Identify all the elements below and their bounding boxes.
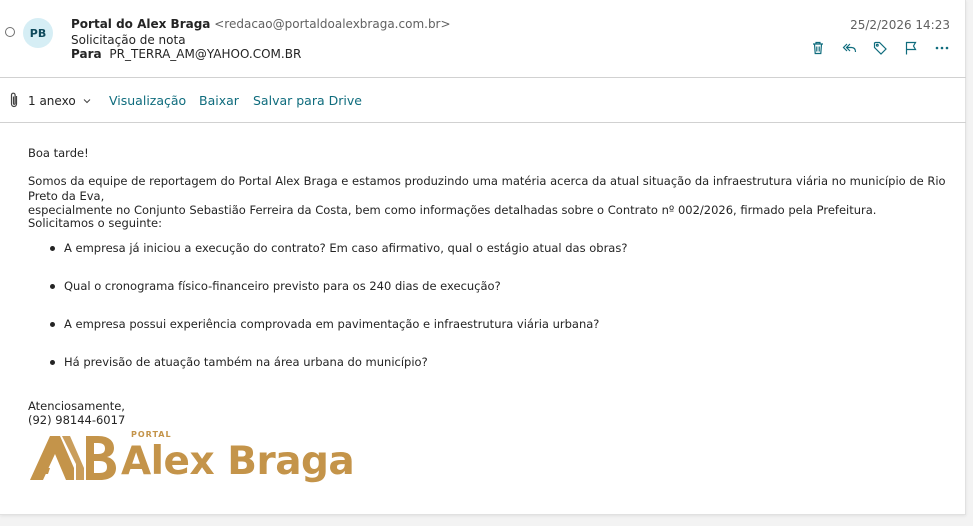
bullet-icon <box>50 246 55 251</box>
download-link[interactable]: Baixar <box>199 93 239 108</box>
phone-number: (92) 98144-6017 <box>28 413 126 427</box>
attachment-count-dropdown[interactable] <box>28 94 92 108</box>
signoff-text: Atenciosamente, <box>28 399 125 413</box>
preview-link[interactable]: Visualização <box>109 93 187 108</box>
question-text: Há previsão de atuação também na área urbana do município? <box>64 355 428 369</box>
sender-line <box>71 17 451 31</box>
reply-all-button[interactable] <box>840 39 858 57</box>
sender-name[interactable]: Portal do Alex Braga <box>71 17 211 31</box>
intro-line-2: especialmente no Conjunto Sebastião Ferreira da Costa, bem como informações detalhadas sobre o Contrato nº 002/2026, firmado pela Prefeitura. <box>28 203 877 217</box>
tag-icon <box>872 40 888 56</box>
bullet-icon <box>50 322 55 327</box>
greeting: Boa tarde! <box>28 146 89 160</box>
question-text: A empresa já iniciou a execução do contrato? Em caso afirmativo, qual o estágio atual das obras? <box>64 241 628 255</box>
flag-button[interactable] <box>902 39 920 57</box>
logo-portal-text: PORTAL <box>131 430 172 439</box>
intro-line-1: Somos da equipe de reportagem do Portal Alex Braga e estamos produzindo uma matéria acerca da atual situação da infraestrutura viária no município de Rio Preto da Eva, <box>28 174 946 203</box>
signature-block <box>28 399 125 427</box>
recipient-line <box>71 47 301 61</box>
email-subject: Solicitação de nota <box>71 33 186 47</box>
to-label: Para <box>71 47 102 61</box>
question-text: Qual o cronograma físico-financeiro previsto para os 240 dias de execução? <box>64 279 501 293</box>
paperclip-icon <box>8 91 20 109</box>
request-intro: Solicitamos o seguinte: <box>28 216 162 230</box>
chevron-down-icon <box>82 96 92 106</box>
message-actions <box>809 39 951 57</box>
reply-all-icon <box>841 40 857 56</box>
email-date: 25/2/2026 14:23 <box>850 18 950 32</box>
intro-paragraph <box>28 174 953 218</box>
more-icon <box>934 40 950 56</box>
save-to-drive-link[interactable]: Salvar para Drive <box>253 93 362 108</box>
delete-button[interactable] <box>809 39 827 57</box>
ab-monogram-icon <box>30 430 116 484</box>
bullet-icon <box>50 360 55 365</box>
more-actions-button[interactable] <box>933 39 951 57</box>
attachment-count-label: 1 anexo <box>28 94 76 108</box>
trash-icon <box>810 40 826 56</box>
recipient-address[interactable]: PR_TERRA_AM@YAHOO.COM.BR <box>109 47 302 61</box>
categorize-button[interactable] <box>871 39 889 57</box>
avatar: PB <box>23 18 53 48</box>
attachment-bar <box>0 78 966 122</box>
bullet-icon <box>50 284 55 289</box>
flag-icon <box>903 40 919 56</box>
portal-logo <box>30 430 355 484</box>
attachment-divider <box>0 122 966 123</box>
question-text: A empresa possui experiência comprovada em pavimentação e infraestrutura viária urbana? <box>64 317 600 331</box>
sender-email: <redacao@portaldoalexbraga.com.br> <box>214 17 451 31</box>
select-radio[interactable] <box>5 27 15 37</box>
logo-name-text: Alex Braga <box>121 439 355 484</box>
